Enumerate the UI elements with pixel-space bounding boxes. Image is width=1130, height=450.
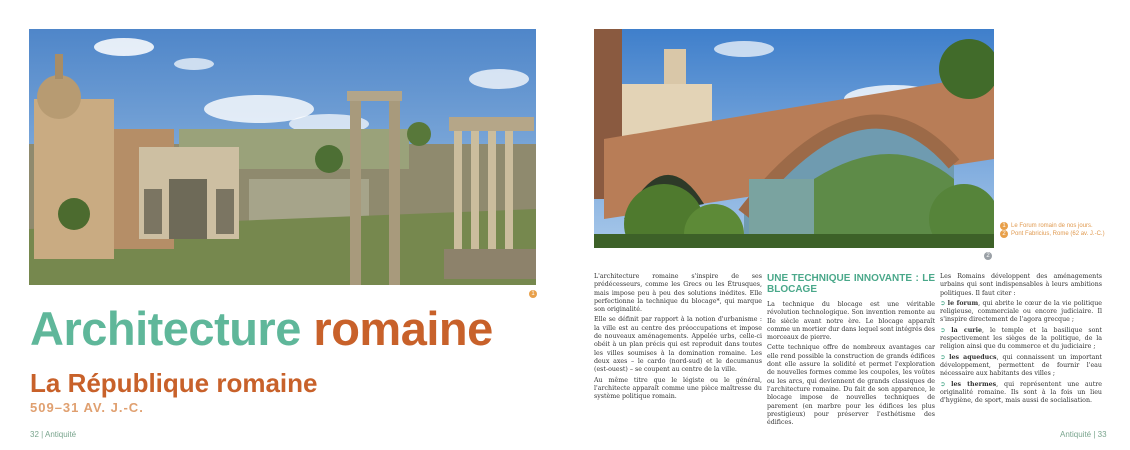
bullet-icon: ➲ <box>940 380 946 388</box>
right-section-label: Antiquité <box>1060 430 1092 439</box>
left-photo-caption-number: 1 <box>529 290 537 298</box>
photo-captions <box>1000 222 1110 238</box>
paragraph: Elle se définit par rapport à la notion d'urbanisme : la ville est au centre des préoccupations et impose de nouveaux aménagements. Appelée urbs, celle-ci obéit à un plan précis qui est reproduit dans toutes les villes soumises à la domination romaine. Les deux axes – le cardo (nord-sud) et le decumanus (est-ouest) – se coupent au centre de la ville. <box>594 316 762 374</box>
list-term: le forum <box>947 299 979 307</box>
list-term: la curie <box>951 326 982 334</box>
list-item <box>940 381 1102 406</box>
right-page-number: 33 <box>1097 430 1107 439</box>
paragraph: L'architecture romaine s'inspire de ses prédécesseurs, comme les Grecs ou les Étrusques, mais impose peu à peu des solutions inédites. Elle perfectionne la technique du blocage*, qui marque son originalité. <box>594 273 762 314</box>
caption-2-number: 2 <box>1000 230 1008 238</box>
title-part-romaine: romaine <box>313 302 493 355</box>
list-term: les aqueducs <box>949 353 997 361</box>
list-text: , qui abrite le cœur de la vie politique religieuse, commerciale ou encore judiciaire. Il s'inspire directement de l'agora grecque ; <box>940 299 1102 324</box>
bridge-photo <box>594 29 994 248</box>
section-heading: UNE TECHNIQUE INNOVANTE : LE BLOCAGE <box>767 273 935 295</box>
text-column-3 <box>940 273 1102 407</box>
period-dates: 509–31 AV. J.-C. <box>30 400 144 415</box>
caption-1 <box>1000 222 1110 230</box>
bullet-icon: ➲ <box>940 326 946 334</box>
page-subtitle: La République romaine <box>30 368 318 398</box>
paragraph: Les Romains développent des aménagements urbains qui sont indispensables à leurs ambitions politiques. Il faut citer : <box>940 273 1102 297</box>
list-item <box>940 354 1102 379</box>
left-folio: 32 | Antiquité <box>30 430 77 439</box>
list-text: , qui représentent une autre originalité romaine. Ils sont à la fois un lieu d'hygiène, de sport, mais aussi de socialisation. <box>940 380 1102 405</box>
text-column-2 <box>767 273 935 429</box>
paragraph: Au même titre que le légiste ou le général, l'architecte apparaît comme une pièce maîtresse du système politique romain. <box>594 376 762 401</box>
list-text: , le temple et la basilique sont respectivement les sièges de la politique, de la religion ainsi que du commerce et du judiciaire ; <box>940 326 1102 351</box>
list-item <box>940 300 1102 325</box>
caption-1-text: Le Forum romain de nos jours. <box>1011 223 1093 229</box>
right-folio: Antiquité | 33 <box>1060 430 1107 439</box>
title-part-architecture: Architecture <box>30 302 301 355</box>
forum-photo <box>29 29 536 285</box>
page-title <box>30 301 493 356</box>
text-column-1 <box>594 273 762 403</box>
bullet-icon: ➲ <box>940 299 946 307</box>
list-text: , qui connaissent un important développement, permettent de fournir l'eau nécessaire aux habitants des villes ; <box>940 353 1102 378</box>
list-item <box>940 327 1102 352</box>
caption-2-text: Pont Fabricius, Rome (62 av. J.-C.) <box>1011 231 1105 237</box>
paragraph: La technique du blocage est une véritable révolution technologique. Son invention remonte au IIe siècle avant notre ère. Le blocage apparaît comme un mortier dur dans lequel sont intégrés des morceaux de pierre. <box>767 301 935 342</box>
right-photo-caption-number: 2 <box>984 252 992 260</box>
list-term: les thermes <box>951 380 997 388</box>
caption-1-number: 1 <box>1000 222 1008 230</box>
caption-2 <box>1000 230 1110 238</box>
left-section-label: Antiquité <box>45 430 77 439</box>
bullet-icon: ➲ <box>940 353 946 361</box>
left-page-number: 32 <box>30 430 39 439</box>
paragraph: Cette technique offre de nombreux avantages car elle rend possible la construction de grands édifices dont elle assure la solidité et permet l'exploration de nouvelles formes comme les coupoles, les voûtes ou les arcs, qui deviennent de grands classiques de l'architecture romaine. Du fait de son apparence, le blocage impose de nouvelles techniques de parement (en marbre pour les édifices les plus prestigieux) pour préserver l'esthétisme des édifices. <box>767 344 935 427</box>
